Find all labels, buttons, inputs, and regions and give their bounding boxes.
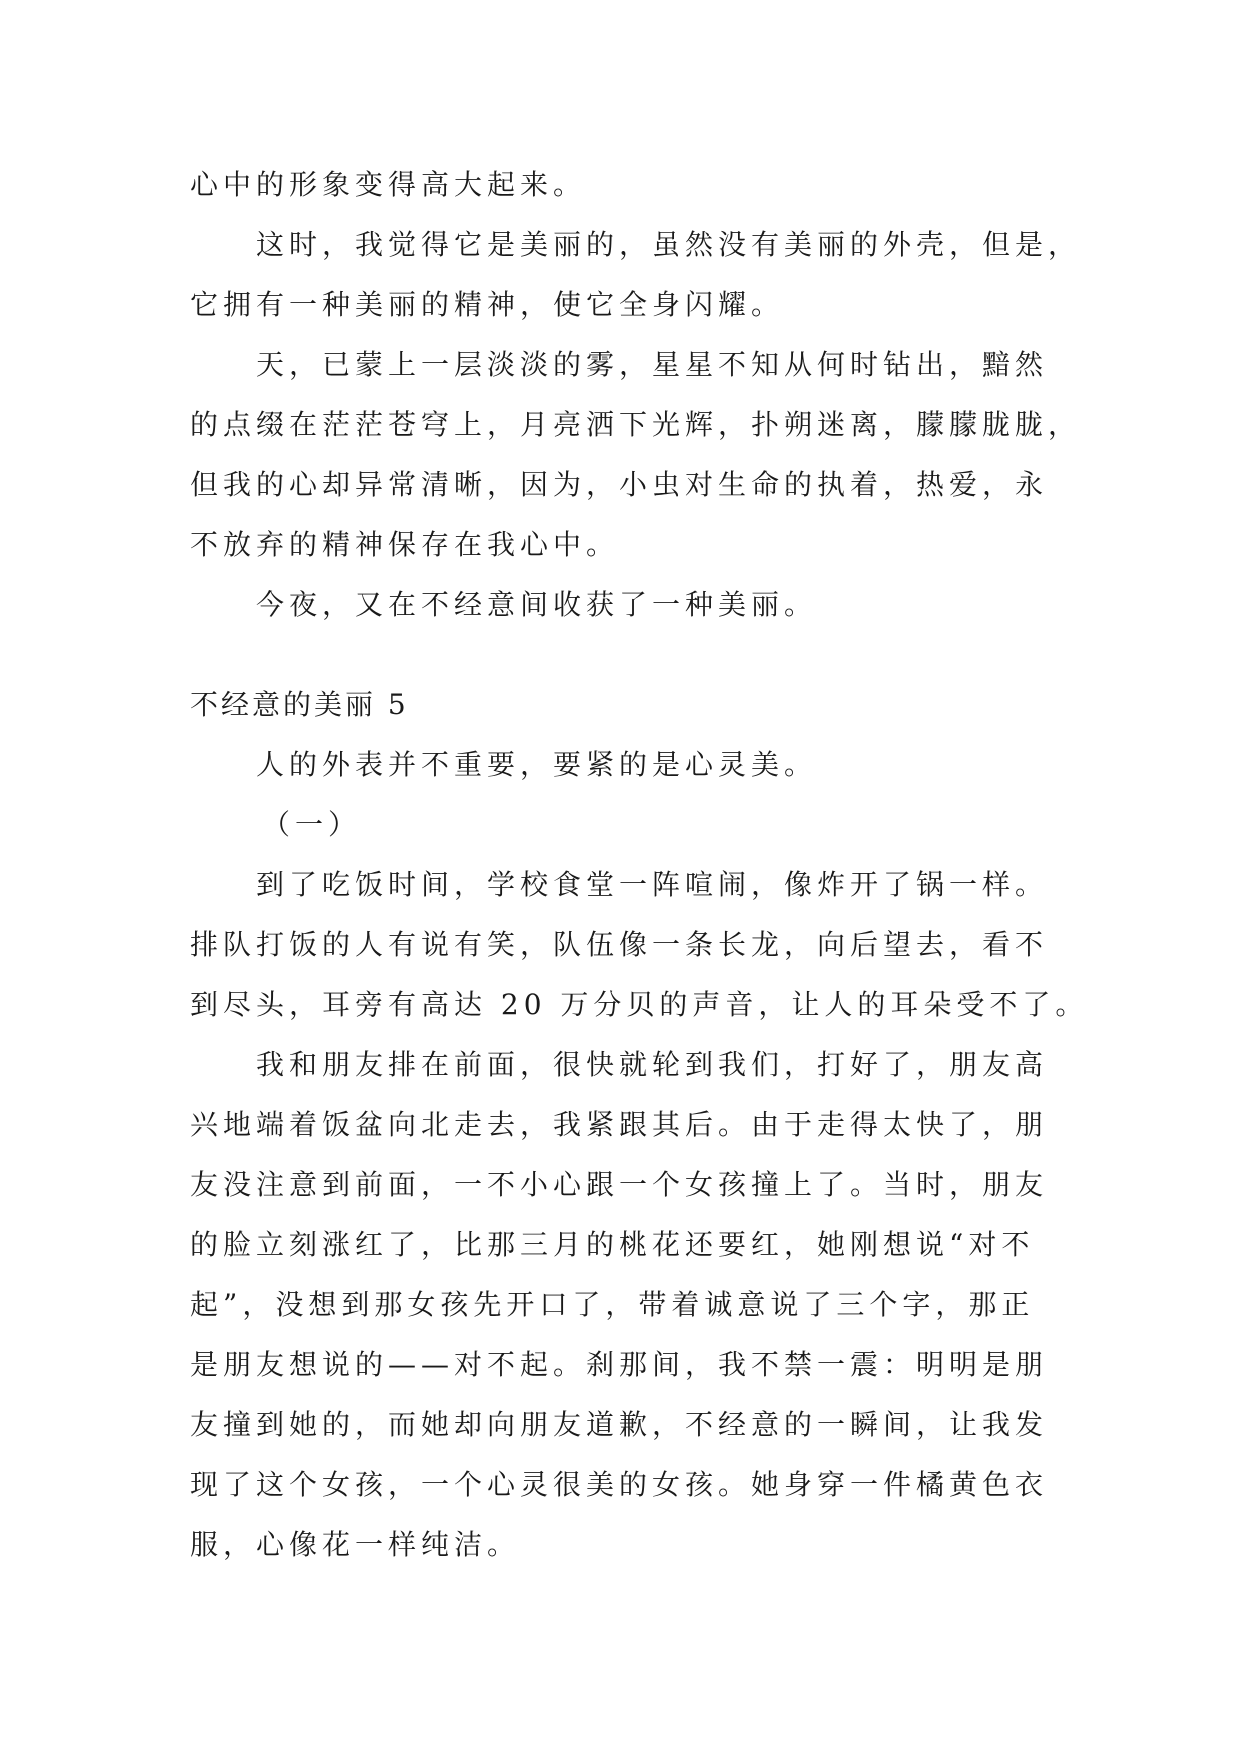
paragraph-line: 天，已蒙上一层淡淡的雾，星星不知从何时钻出，黯然 — [256, 348, 1049, 381]
paragraph-line: 人的外表并不重要，要紧的是心灵美。 — [256, 748, 818, 781]
paragraph-line: 兴地端着饭盆向北走去，我紧跟其后。由于走得太快了，朋 — [190, 1108, 1049, 1141]
paragraph-line: 的点缀在茫茫苍穹上，月亮洒下光辉，扑朔迷离，朦朦胧胧， — [190, 408, 1082, 441]
paragraph-line: 到尽头，耳旁有高达 20 万分贝的声音，让人的耳朵受不了。 — [190, 988, 1089, 1021]
paragraph-line: 我和朋友排在前面，很快就轮到我们，打好了，朋友高 — [256, 1048, 1049, 1081]
subsection-marker: （一） — [262, 808, 362, 841]
paragraph-line: 这时，我觉得它是美丽的，虽然没有美丽的外壳，但是， — [256, 228, 1082, 261]
paragraph-line: 它拥有一种美丽的精神，使它全身闪耀。 — [190, 288, 785, 321]
paragraph-line: 的脸立刻涨红了，比那三月的桃花还要红，她刚想说“对不 — [190, 1228, 1035, 1261]
paragraph-line: 排队打饭的人有说有笑，队伍像一条长龙，向后望去，看不 — [190, 928, 1049, 961]
paragraph-line: 不放弃的精神保存在我心中。 — [190, 528, 620, 561]
paragraph-line: 心中的形象变得高大起来。 — [190, 168, 587, 201]
paragraph-line: 是朋友想说的——对不起。刹那间，我不禁一震：明明是朋 — [190, 1348, 1049, 1381]
section-title: 不经意的美丽 5 — [190, 688, 409, 721]
paragraph-line: 今夜，又在不经意间收获了一种美丽。 — [256, 588, 818, 621]
paragraph-line: 现了这个女孩，一个心灵很美的女孩。她身穿一件橘黄色衣 — [190, 1468, 1049, 1501]
paragraph-line: 友没注意到前面，一不小心跟一个女孩撞上了。当时，朋友 — [190, 1168, 1049, 1201]
paragraph-line: 服，心像花一样纯洁。 — [190, 1528, 521, 1561]
paragraph-line: 但我的心却异常清晰，因为，小虫对生命的执着，热爱，永 — [190, 468, 1049, 501]
paragraph-line: 到了吃饭时间，学校食堂一阵喧闹，像炸开了锅一样。 — [256, 868, 1049, 901]
paragraph-line: 友撞到她的，而她却向朋友道歉，不经意的一瞬间，让我发 — [190, 1408, 1049, 1441]
paragraph-line: 起”，没想到那女孩先开口了，带着诚意说了三个字，那正 — [190, 1288, 1035, 1321]
